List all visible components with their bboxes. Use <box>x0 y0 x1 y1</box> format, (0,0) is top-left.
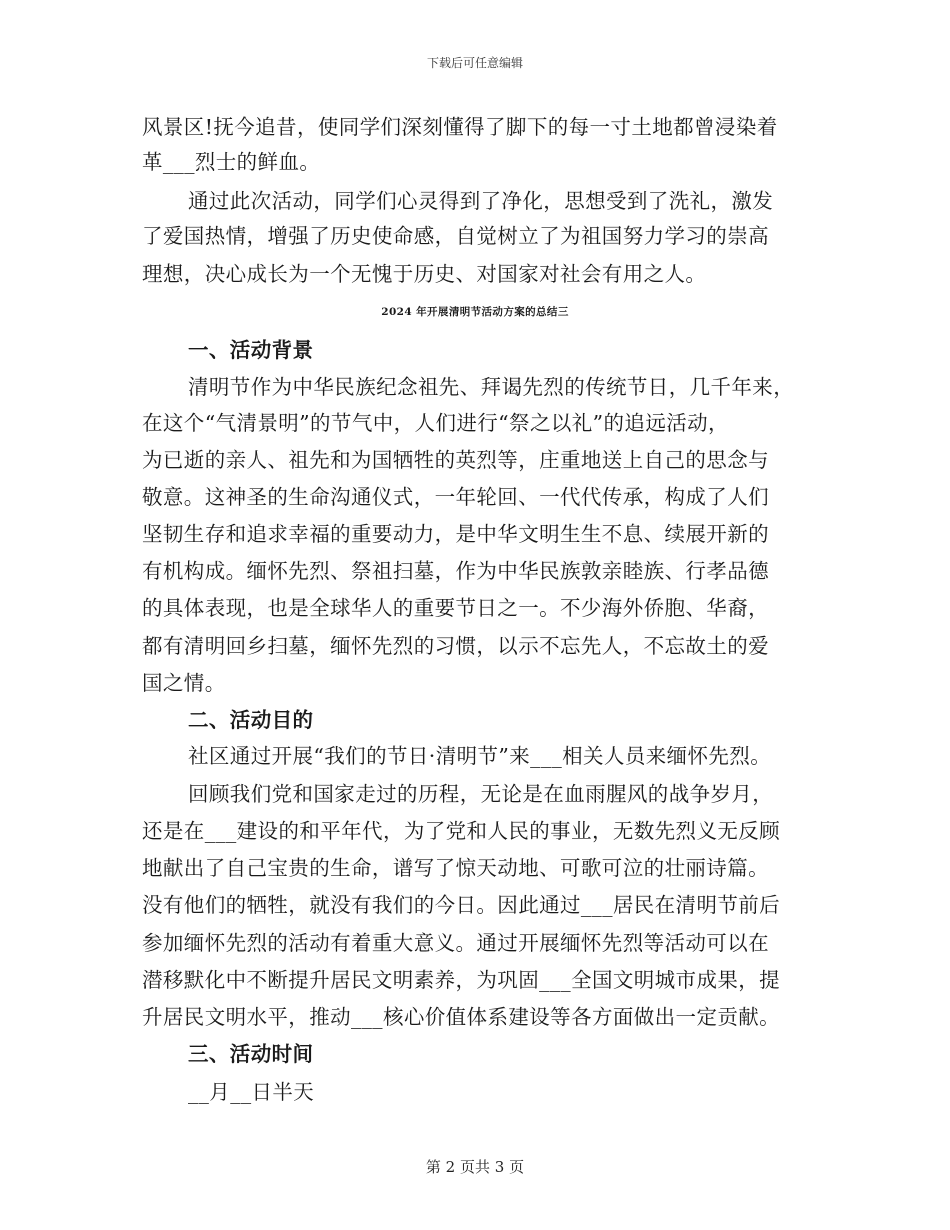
paragraph-line: 敬意。这神圣的生命沟通仪式，一年轮回、一代代传承，构成了人们 <box>142 485 769 509</box>
paragraph-line: 理想，决心成长为一个无愧于历史、对国家对社会有用之人。 <box>142 262 707 286</box>
paragraph-line: 参加缅怀先烈的活动有着重大意义。通过开展缅怀先烈等活动可以在 <box>142 931 769 955</box>
paragraph-line: 国之情。 <box>142 671 226 695</box>
paragraph-line: 地献出了自己宝贵的生命，谱写了惊天动地、可歌可泣的壮丽诗篇。 <box>142 856 769 880</box>
heading-background: 一、活动背景 <box>188 338 314 362</box>
page-header: 下载后可任意编辑 <box>426 56 523 70</box>
paragraph-line: 了爱国热情，增强了历史使命感，自觉树立了为祖国努力学习的崇高 <box>142 224 769 248</box>
section-title: 2024 年开展清明节活动方案的总结三 <box>381 306 569 318</box>
page-footer: 第 2 页共 3 页 <box>425 1158 525 1176</box>
paragraph-line: 回顾我们党和国家走过的历程，无论是在血雨腥风的战争岁月， <box>188 782 774 806</box>
paragraph-line: 通过此次活动，同学们心灵得到了净化，思想受到了洗礼，激发 <box>188 189 774 213</box>
paragraph-line: 潜移默化中不断提升居民文明素养，为巩固___全国文明城市成果，提 <box>142 968 781 992</box>
paragraph-line: 升居民文明水平，推动___核心价值体系建设等各方面做出一定贡献。 <box>142 1005 781 1029</box>
paragraph-line: 为已逝的亲人、祖先和为国牺牲的英烈等，庄重地送上自己的思念与 <box>142 448 769 472</box>
paragraph-line: 在这个“气清景明”的节气中，人们进行“祭之以礼”的追远活动， <box>142 411 729 435</box>
paragraph-line: __月__日半天 <box>188 1080 315 1104</box>
paragraph-line: 的具体表现，也是全球华人的重要节日之一。不少海外侨胞、华裔， <box>142 596 769 620</box>
paragraph-line: 风景区!抚今追昔，使同学们深刻懂得了脚下的每一寸土地都曾浸染着 <box>142 115 778 139</box>
paragraph-line: 都有清明回乡扫墓，缅怀先烈的习惯，以示不忘先人，不忘故土的爱 <box>142 634 769 658</box>
heading-time: 三、活动时间 <box>188 1042 314 1066</box>
paragraph-line: 有机构成。缅怀先烈、祭祖扫墓，作为中华民族敦亲睦族、行孝品德 <box>142 559 769 583</box>
paragraph-line: 社区通过开展“我们的节日·清明节”来___相关人员来缅怀先烈。 <box>188 744 772 768</box>
heading-purpose: 二、活动目的 <box>188 708 314 732</box>
paragraph-line: 清明节作为中华民族纪念祖先、拜谒先烈的传统节日，几千年来， <box>188 375 795 399</box>
paragraph-line: 没有他们的牺牲，就没有我们的今日。因此通过___居民在清明节前后 <box>142 893 781 917</box>
paragraph-line: 革___烈士的鲜血。 <box>142 150 321 174</box>
paragraph-line: 还是在___建设的和平年代，为了党和人民的事业，无数先烈义无反顾 <box>142 819 781 843</box>
paragraph-line: 坚韧生存和追求幸福的重要动力，是中华文明生生不息、续展开新的 <box>142 522 769 546</box>
